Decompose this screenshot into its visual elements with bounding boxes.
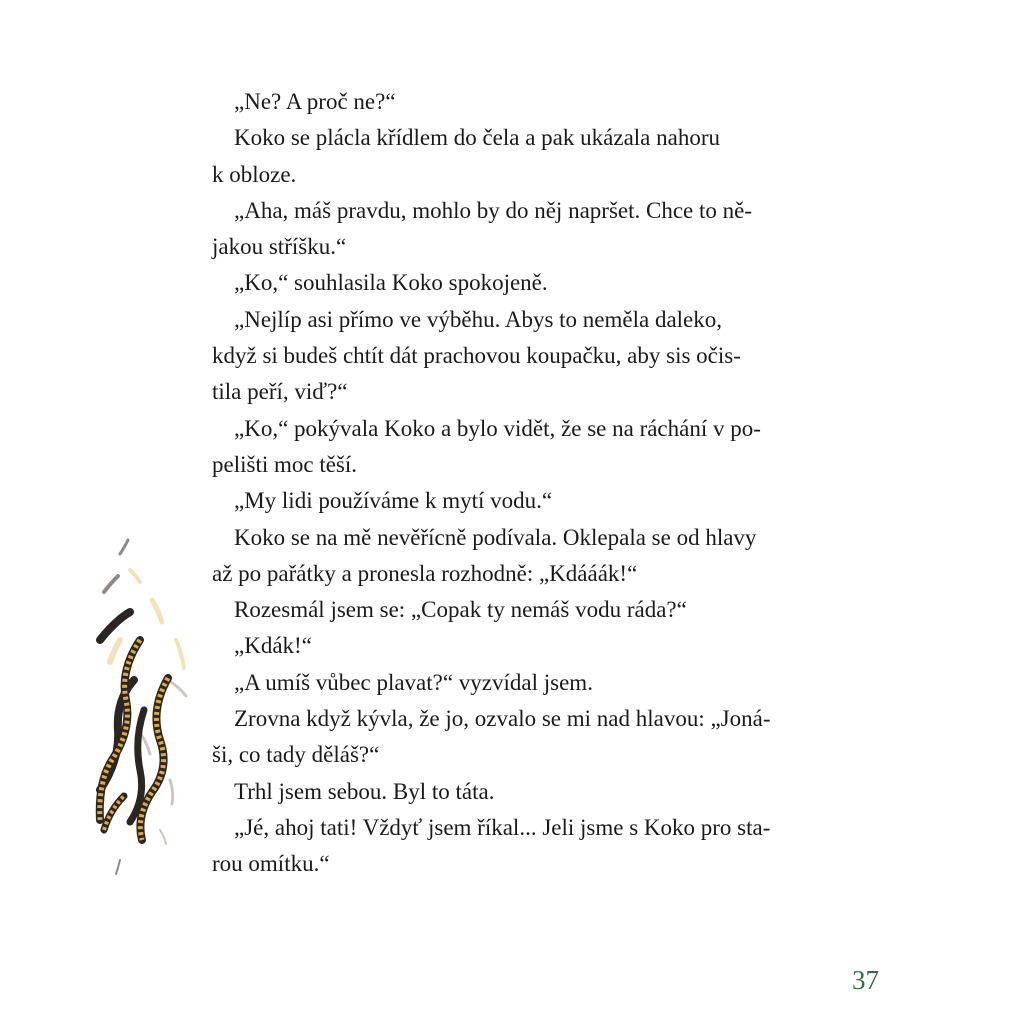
- text-line: až po pařátky a pronesla rozhodně: „Kdááák!“: [212, 560, 638, 586]
- text-line: „Ne? A proč ne?“: [234, 89, 396, 114]
- text-line: „Nejlíp asi přímo ve výběhu. Abys to neměla daleko,: [234, 306, 722, 332]
- text-line: k obloze.: [212, 161, 297, 187]
- text-line: Zrovna když kývla, že jo, ozvalo se mi nad hlavou: „Joná-: [234, 706, 771, 732]
- text-line: Rozesmál jsem se: „Copak ty nemáš vodu ráda?“: [234, 597, 687, 623]
- text-line: tila peří, viď?“: [212, 379, 348, 405]
- text-line: „Aha, máš pravdu, mohlo by do něj napršet. Chce to ně-: [234, 197, 753, 223]
- text-line: „Ko,“ souhlasila Koko spokojeně.: [234, 270, 548, 296]
- text-line: jakou stříšku.“: [212, 234, 347, 260]
- text-line: Trhl jsem sebou. Byl to táta.: [234, 778, 495, 804]
- text-line: pelišti moc těší.: [212, 451, 358, 477]
- text-line: „Jé, ahoj tati! Vždyť jsem říkal... Jeli jsme s Koko pro sta-: [234, 814, 771, 840]
- text-line: ši, co tady děláš?“: [212, 742, 380, 768]
- text-line: „My lidi používáme k mytí vodu.“: [234, 488, 553, 514]
- feather-splash-illustration: [90, 530, 200, 880]
- page-number: 37: [852, 965, 879, 995]
- text-line: Koko se plácla křídlem do čela a pak ukázala nahoru: [234, 125, 720, 151]
- text-line: když si budeš chtít dát prachovou koupačku, aby sis očis-: [212, 343, 741, 369]
- text-line: „Ko,“ pokývala Koko a bylo vidět, že se na ráchání v po-: [234, 415, 761, 441]
- text-line: „A umíš vůbec plavat?“ vyzvídal jsem.: [234, 669, 593, 695]
- text-line: Koko se na mě nevěřícně podívala. Oklepala se od hlavy: [234, 524, 757, 550]
- text-line: „Kdák!“: [234, 633, 312, 659]
- body-text: [212, 84, 862, 883]
- text-line: rou omítku.“: [212, 851, 330, 877]
